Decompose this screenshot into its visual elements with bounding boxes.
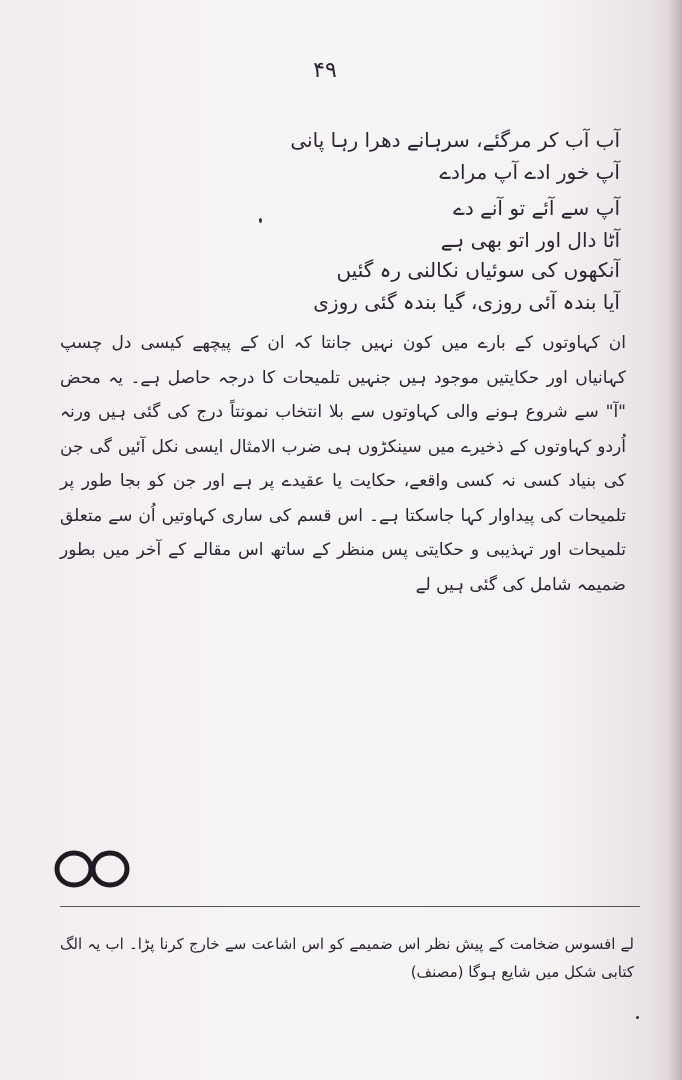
footnote-divider	[60, 906, 640, 907]
page-number: ۴۹	[313, 58, 337, 83]
proverb-line-3: آپ سے آئے تو آنے دے	[453, 196, 620, 220]
footnote: لے افسوس ضخامت کے پیش نظر اس ضمیمے کو اس اشاعت سے خارج کرنا پڑا۔ اب یہ الگ کتابی شکل میں شایع ہوگا (مصنف)	[60, 935, 634, 981]
proverb-line-6: آیا بندہ آئی روزی، گیا بندہ گئی روزی	[313, 290, 620, 314]
book-spine-shadow	[666, 0, 682, 1080]
double-ring-ornament-icon	[52, 846, 132, 892]
proverb-line-5: آنکھوں کی سوئیاں نکالنی رہ گئیں	[336, 258, 620, 282]
proverb-line-2: آپ خور ادے آپ مرادے	[439, 160, 620, 184]
proverb-line-4: آٹا دال اور اتو بھی ہے	[440, 228, 620, 252]
body-paragraph: ان کہاوتوں کے بارے میں کون نہیں جانتا کہ ان کے پیچھے کیسی دل چسپ کہانیاں اور حکایتیں موجود ہیں جنہیں تلمیحات کا درجہ حاصل ہے۔ یہ محض "آ" سے شروع ہونے والی کہاوتوں سے بلا انتخاب نمونتاً درج کی گئی ہیں ورنہ اُردو کہاوتوں کے ذخیرے میں سینکڑوں ہی ضرب الامثال ایسی نکل آئیں گی جن کی بنیاد کسی نہ کسی واقعے، حکایت یا عقیدے پر ہے اور جن کو بجا طور پر تلمیحات کی پیداوار کہا جاسکتا ہے۔ اس قسم کی ساری کہاوتیں اُن سے متعلق تلمیحات اور تہذیبی و حکایتی پس منظر کے ساتھ اس مقالے کے آخر میں بطور ضمیمہ شامل کی گئی ہیں لے	[60, 333, 626, 595]
ink-speck	[636, 1016, 639, 1019]
proverb-line-1: آب آب کر مرگئے، سرہانے دھرا رہا پانی	[290, 128, 620, 152]
ink-speck	[259, 218, 262, 223]
